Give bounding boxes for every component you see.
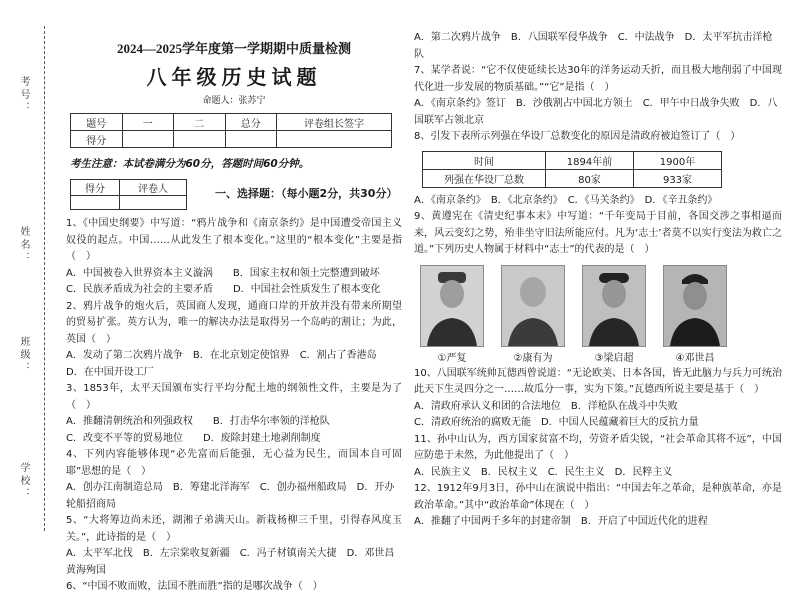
question-6-options: A．第二次鸦片战争 B．八国联军侵华战争 C．中法战争 D．太平军抗击洋枪队 (414, 32, 773, 60)
question-2-stem: 2、鸦片战争的炮火后，英国商人发现，通商口岸的开放并没有带来所期望的贸易扩张。英方认为，唯一的解决办法是取得另一个岛屿的割让；为此，英国（ ） (66, 300, 402, 345)
score-table-header: 题号 (71, 114, 123, 131)
photo-caption: ②康有为 (513, 352, 553, 364)
score-table-row-label: 得分 (71, 131, 123, 148)
question-10-options: C．清政府统治的腐败无能 D．中国人民蕴藏着巨大的反抗力量 (414, 417, 699, 428)
question-1-options: A．中国被卷入世界资本主义漩涡 B．国家主权和领土完整遭到破坏 (66, 267, 380, 279)
grader-box (70, 179, 187, 210)
question-10-options: A．清政府承认义和团的合法地位 B．洋枪队在战斗中失败 (414, 400, 678, 412)
grader-box-cell-empty (120, 196, 187, 210)
question-7-stem: 7、某学者说：“它不仅使延续长达30年的洋务运动夭折，而且极大地削弱了中国现代化进一步发展的物质基础。”“它”是指（ ） (414, 65, 782, 93)
question-6-stem: 6、“中国不败而败，法国不胜而胜”指的是哪次战争（ ） (66, 581, 323, 592)
question-10-stem: 10、八国联军统帅瓦德西曾说道：“无论欧美、日本各国，皆无此脑力与兵力可统治此天下生灵四分之一……故瓜分一事，实为下策。”瓦德西所说主要是基于（ ） (414, 367, 782, 395)
factory-table-cell: 80家 (546, 169, 634, 187)
score-table (70, 113, 392, 148)
question-3-options: A．推翻清朝统治和列强政权 B．打击华尔率领的洋枪队 (66, 416, 330, 427)
score-table-header: 一 (122, 114, 174, 131)
question-8-stem: 8、引发下表所示列强在华设厂总数变化的原因是清政府被迫签订了（ ） (414, 131, 741, 142)
score-table-cell-empty (225, 131, 277, 148)
factory-table-cell: 1894年前 (546, 151, 634, 169)
question-2-options: A．发动了第二次鸦片战争 B．在北京划定使馆界 C．割占了香港岛 D．在中国开设工厂 (66, 350, 387, 378)
photo-caption: ①严复 (437, 352, 467, 364)
question-11-stem: 11、孙中山认为，西方国家贫富不均，劳资矛盾尖锐，“社会革命其将不远”，中国应防患于未然，为此他提出了（ ） (414, 433, 782, 461)
score-table-header: 二 (174, 114, 226, 131)
score-table-cell-empty (174, 131, 226, 148)
portrait-figure (582, 265, 646, 364)
portrait-photo (501, 265, 565, 347)
photo-caption: ③梁启超 (594, 352, 634, 364)
grader-box-grader-label: 评卷人 (120, 180, 187, 196)
question-1-options: C．民族矛盾成为社会的主要矛盾 D．中国社会性质发生了根本变化 (66, 284, 381, 295)
portrait-photo (582, 265, 646, 347)
question-3-stem: 3、1853年，太平天国颁布实行平均分配土地的纲领性文件，主要是为了（ ） (66, 383, 402, 411)
factory-table-cell: 1900年 (634, 151, 722, 169)
binding-line (44, 26, 45, 531)
right-column (414, 30, 782, 531)
question-12-stem: 12、1912年9月3日，孙中山在演说中指出：“中国去年之革命，是种族革命，亦是政治革命。”其中“政治革命”体现在（ ） (414, 483, 782, 511)
question-5-options: A．太平军北伐 B．左宗棠收复新疆 C．冯子材镇南关大捷 D．邓世昌黄海殉国 (66, 548, 395, 576)
binding-label-class: 班级： (18, 336, 29, 375)
left-column (66, 38, 402, 596)
exam-title: 2024—2025学年度第一学期期中质量检测 (116, 41, 351, 56)
score-table-cell-empty (122, 131, 174, 148)
question-12-options: A．推翻了中国两千多年的封建帝制 B．开启了中国近代化的进程 (414, 516, 708, 527)
portraits-row (420, 265, 782, 364)
grader-row (70, 179, 402, 210)
question-7-options: A．《南京条约》签订 B．沙俄割占中国北方领土 C．甲午中日战争失败 D．八国联军占领北京 (414, 98, 778, 126)
binding-label-name: 姓名： (18, 226, 29, 265)
question-9-stem: 9、黄遵宪在《清史纪事本末》中写道：“千年变局于目前，各国交涉之事相逼而来，风云变幻之势，殆非坐守旧法所能应付。凡为‘志士’者莫不以实行变法为救亡之道。”下列历史人物属于材料中“志士”的代表的是（ ） (414, 211, 782, 255)
grader-box-cell-empty (71, 196, 120, 210)
portrait-figure (420, 265, 484, 364)
portrait-photo (420, 265, 484, 347)
question-11-options: A．民族主义 B．民权主义 C．民生主义 D．民粹主义 (414, 466, 673, 478)
exam-notice: 考生注意：本试卷满分为60分，答题时间60分钟。 (70, 158, 310, 170)
section-heading: 一、选择题：（每小题2分，共30分） (215, 187, 398, 200)
portrait-figure (501, 265, 565, 364)
question-3-options: C．改变不平等的贸易地位 D．废除封建土地剥削制度 (66, 432, 321, 444)
question-5-stem: 5、“大将筹边尚未还，湖湘子弟满天山。新栽杨柳三千里，引得春风度玉关。”，此诗指的是（ ） (66, 515, 402, 543)
factory-table-cell: 时间 (423, 151, 546, 169)
grader-box-score-label: 得分 (71, 180, 120, 196)
question-4-options: A．创办江南制造总局 B．筹建北洋海军 C．创办福州船政局 D．开办轮船招商局 (66, 482, 395, 510)
portrait-figure (663, 265, 727, 364)
exam-subtitle: 八年级历史试题 (146, 67, 322, 89)
question-4-stem: 4、下列内容能够体现“必先富而后能强，无心益为民生，而国本自可固耶”思想的是（ ） (66, 449, 402, 477)
photo-caption: ④邓世昌 (675, 352, 715, 364)
exam-author: 命题人：张苏宁 (202, 96, 266, 106)
question-1-stem: 1、《中国史纲要》中写道：“鸦片战争和《南京条约》是中国遭受帝国主义奴役的起点。中国……从此发生了根本变化。”这里的“根本变化”主要是指（ ） (66, 218, 402, 262)
score-table-header: 总分 (225, 114, 277, 131)
score-table-header: 评卷组长签字 (277, 114, 392, 131)
binding-margin (0, 0, 58, 551)
factory-table-cell: 列强在华设厂总数 (423, 169, 546, 187)
factory-count-table (422, 151, 722, 188)
binding-label-exam-no: 考号： (18, 76, 29, 115)
binding-label-school: 学校： (18, 462, 29, 501)
portrait-photo (663, 265, 727, 347)
question-8-options: A．《南京条约》 B．《北京条约》 C．《马关条约》 D．《辛丑条约》 (414, 194, 718, 206)
factory-table-cell: 933家 (634, 169, 722, 187)
score-table-cell-empty (277, 131, 392, 148)
